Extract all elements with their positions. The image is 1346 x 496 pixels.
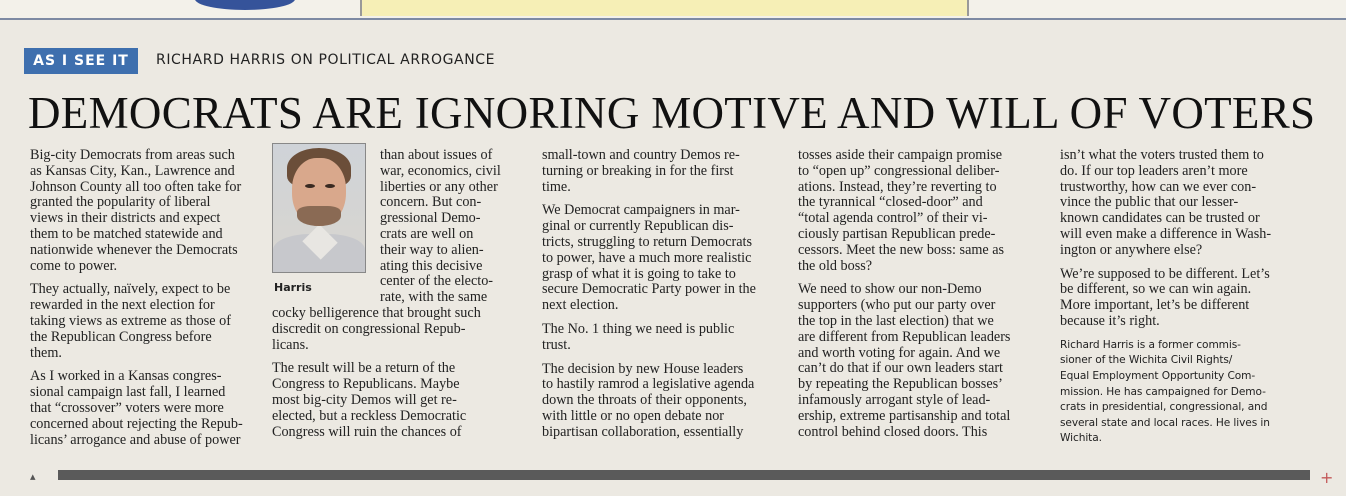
text-line: are different from Republican leaders <box>798 328 1011 345</box>
text-line: We need to show our non-Demo <box>798 281 982 298</box>
text-line: to hastily ramrod a legislative agenda <box>542 376 755 393</box>
bio-line: crats in presidential, congressional, and <box>1060 401 1268 414</box>
text-line: isn’t what the voters trusted them to <box>1060 147 1264 163</box>
text-line: the old boss? <box>798 257 873 274</box>
text-line: The decision by new House leaders <box>542 360 744 377</box>
text-line: them to be matched statewide and <box>30 225 223 242</box>
kicker-byline: RICHARD HARRIS ON POLITICAL ARROGANCE <box>156 52 496 68</box>
author-photo-block <box>272 143 370 303</box>
text-line: ciously partisan Republican prede- <box>798 225 996 242</box>
article-paragraph <box>798 282 1033 440</box>
text-line: rate, with the same <box>380 289 488 306</box>
text-line: tosses aside their campaign promise <box>798 147 1003 163</box>
article-paragraph <box>542 322 780 354</box>
text-line: down the throats of their opponents, <box>542 392 747 409</box>
author-bio <box>1060 338 1328 447</box>
text-line: most big-city Demos will get re- <box>272 391 457 408</box>
text-line: bipartisan collaboration, essentially <box>542 423 744 440</box>
text-line: and worth voting for again. And we <box>798 344 1001 361</box>
text-line: ership, extreme partisanship and total <box>798 407 1011 424</box>
text-line: The result will be a return of the <box>272 360 456 377</box>
text-line: their way to alien- <box>380 241 484 258</box>
previous-article-strip <box>0 0 1346 20</box>
text-line: gressional Demo- <box>380 210 481 227</box>
text-line: tricts, struggling to return Democrats <box>542 233 753 250</box>
text-line: come to power. <box>30 257 118 274</box>
text-line: They actually, naïvely, expect to be <box>30 281 231 298</box>
article-column-2 <box>272 148 522 448</box>
text-line: that “crossover” voters were more <box>30 399 224 416</box>
text-line: nationwide whenever the Democrats <box>30 241 238 258</box>
text-line: be different, so we can win again. <box>1060 281 1252 298</box>
text-line: to power, have a much more realistic <box>542 249 752 266</box>
text-line: Congress to Republicans. Maybe <box>272 376 460 393</box>
text-line: supporters (who put our party over <box>798 297 996 314</box>
article-column-3 <box>542 148 780 449</box>
text-line: time. <box>542 178 571 195</box>
text-line: by repeating the Republican bosses’ <box>798 376 1003 393</box>
article-column-5 <box>1060 148 1328 455</box>
text-line: cessors. Meet the new boss: same as <box>798 241 1005 258</box>
text-line: center of the electo- <box>380 273 494 290</box>
text-line: Big-city Democrats from areas such <box>30 147 235 163</box>
article-paragraph <box>542 148 780 195</box>
text-line: sional campaign last fall, I learned <box>30 384 226 401</box>
article-paragraph <box>542 362 780 441</box>
text-line: the tyrannical “closed-door” and <box>798 194 983 211</box>
article-column-1 <box>30 148 260 456</box>
text-line: “total agenda control” of their vi- <box>798 210 988 227</box>
photo-caption: Harris <box>274 281 312 294</box>
text-line: vince the public that our lesser- <box>1060 194 1239 211</box>
bio-line: sioner of the Wichita Civil Rights/ <box>1060 354 1233 367</box>
text-line: than about issues of <box>380 147 493 163</box>
text-line: ington or anywhere else? <box>1060 241 1203 258</box>
text-line: discredit on congressional Repub- <box>272 320 466 337</box>
text-line: granted the popularity of liberal <box>30 194 211 211</box>
decorative-panel <box>360 0 969 16</box>
text-line: grasp of what it is going to take to <box>542 265 736 282</box>
text-line: elected, but a reckless Democratic <box>272 407 467 424</box>
text-line: trust. <box>542 336 571 353</box>
text-line: trustworthy, how can we ever con- <box>1060 178 1257 195</box>
text-line: licans. <box>272 336 309 353</box>
bio-line: Equal Employment Opportunity Com- <box>1060 369 1256 382</box>
text-line: next election. <box>542 297 619 314</box>
text-line: liberties or any other <box>380 178 498 195</box>
article-paragraph <box>30 369 260 448</box>
kicker-label: AS I SEE IT <box>24 48 138 74</box>
text-line: to “open up” congressional deliber- <box>798 162 1000 179</box>
bottom-rule <box>58 470 1310 480</box>
text-line: rewarded in the next election for <box>30 297 215 314</box>
text-line: cocky belligerence that brought such <box>272 304 481 321</box>
text-line: We’re supposed to be different. Let’s <box>1060 265 1270 282</box>
text-line: concern. But con- <box>380 194 482 211</box>
text-line: known candidates can be trusted or <box>1060 210 1260 227</box>
text-line: do. If our top leaders aren’t more <box>1060 162 1248 179</box>
text-line: More important, let’s be different <box>1060 297 1250 314</box>
text-line: small-town and country Demos re- <box>542 147 740 163</box>
article-paragraph <box>798 148 1033 274</box>
text-line: concerned about rejecting the Repub- <box>30 415 243 432</box>
text-line: Johnson County all too often take for <box>30 178 242 195</box>
text-line: the Republican Congress before <box>30 328 212 345</box>
bio-line: Richard Harris is a former commis- <box>1060 338 1241 351</box>
text-line: war, economics, civil <box>380 162 501 179</box>
text-line: As I worked in a Kansas congres- <box>30 368 222 385</box>
article-paragraph <box>272 361 522 440</box>
author-photo <box>272 143 366 273</box>
text-line: taking views as extreme as those of <box>30 312 231 329</box>
text-line: The No. 1 thing we need is public <box>542 320 735 337</box>
text-line: will even make a difference in Wash- <box>1060 225 1272 242</box>
text-line: them. <box>30 344 62 361</box>
article-paragraph <box>30 282 260 361</box>
text-line: turning or breaking in for the first <box>542 162 734 179</box>
text-line: the top in the last election) that we <box>798 312 994 329</box>
article-column-4 <box>798 148 1033 448</box>
article-paragraph <box>542 203 780 314</box>
text-line: We Democrat campaigners in mar- <box>542 202 740 219</box>
text-line: infamously arrogant style of lead- <box>798 391 991 408</box>
text-line: with little or no open debate nor <box>542 407 725 424</box>
text-line: ations. Instead, they’re reverting to <box>798 178 997 195</box>
text-line: secure Democratic Party power in the <box>542 281 756 298</box>
text-line: crats are well on <box>380 225 474 242</box>
text-line: control behind closed doors. This <box>798 423 988 440</box>
bio-line: several state and local races. He lives in <box>1060 416 1270 429</box>
article-paragraph <box>1060 148 1328 259</box>
text-line: views in their districts and expect <box>30 210 221 227</box>
headline: DEMOCRATS ARE IGNORING MOTIVE AND WILL OF VOTERS <box>28 88 1316 138</box>
registration-mark: + <box>1320 468 1334 487</box>
article-paragraph <box>30 148 260 274</box>
page-mark: ▴ <box>30 470 36 483</box>
text-line: as Kansas City, Kan., Lawrence and <box>30 162 235 179</box>
text-line: Congress will ruin the chances of <box>272 423 462 440</box>
bio-line: Wichita. <box>1060 432 1102 445</box>
text-line: licans’ arrogance and abuse of power <box>30 431 241 448</box>
bio-line: mission. He has campaigned for Demo- <box>1060 385 1266 398</box>
decorative-shape <box>195 0 295 10</box>
text-line: ginal or currently Republican dis- <box>542 218 734 235</box>
text-line: because it’s right. <box>1060 312 1160 329</box>
article-paragraph <box>1060 267 1328 330</box>
text-line: can’t do that if our own leaders start <box>798 360 1003 377</box>
text-line: ating this decisive <box>380 257 483 274</box>
